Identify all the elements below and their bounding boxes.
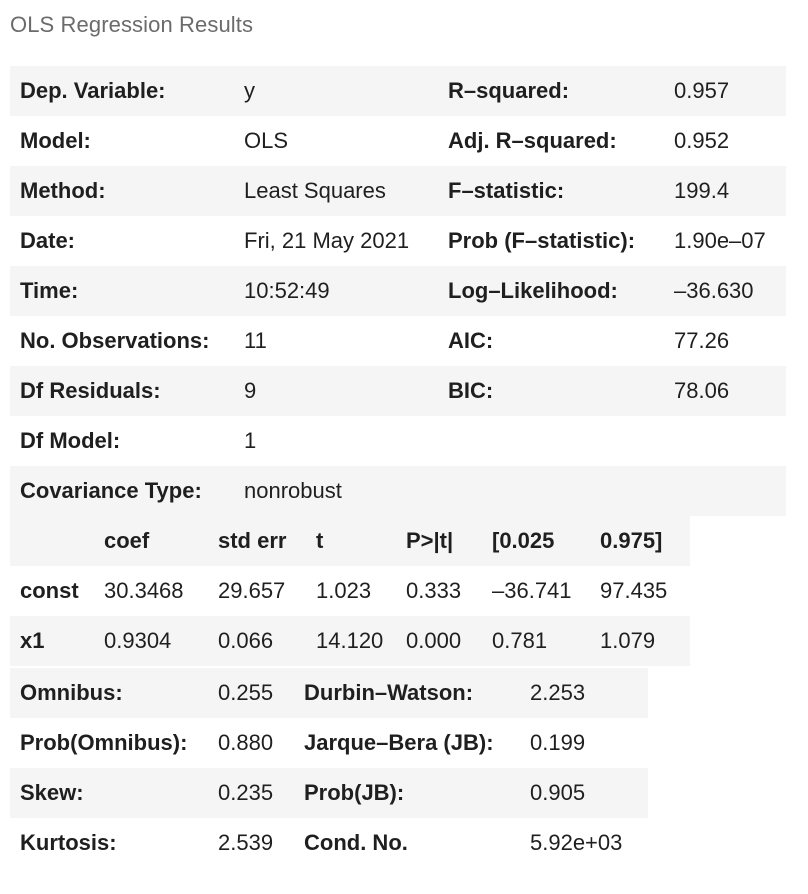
table-row [10,266,786,316]
summary-label: BIC: [438,366,664,416]
summary-value: –36.630 [664,266,786,316]
diagnostic-label: Kurtosis: [10,818,208,868]
summary-value: 78.06 [664,366,786,416]
column-header: coef [94,516,208,566]
summary-label: Covariance Type: [10,466,234,516]
table-cell: 14.120 [306,616,396,666]
diagnostic-value: 2.253 [520,668,648,718]
diagnostic-value: 2.539 [208,818,294,868]
summary-value: nonrobust [234,466,438,516]
column-header: std err [208,516,306,566]
table-row [10,668,648,718]
summary-label: R–squared: [438,66,664,116]
table-cell: –36.741 [482,566,590,616]
summary-value: 1.90e–07 [664,216,786,266]
table-row [10,166,786,216]
table-row [10,818,648,868]
summary-label [438,416,664,466]
diagnostics-table [10,668,648,868]
diagnostic-value: 5.92e+03 [520,818,648,868]
table-row [10,416,786,466]
summary-value: 77.26 [664,316,786,366]
diagnostic-value: 0.880 [208,718,294,768]
summary-value: 10:52:49 [234,266,438,316]
diagnostic-label: Prob(JB): [294,768,520,818]
column-header [10,516,94,566]
table-cell: 1.023 [306,566,396,616]
table-row [10,718,648,768]
summary-label [438,466,664,516]
table-row [10,366,786,416]
summary-value: 9 [234,366,438,416]
diagnostic-label: Durbin–Watson: [294,668,520,718]
table-row [10,66,786,116]
table-header-row [10,516,690,566]
summary-label: Log–Likelihood: [438,266,664,316]
diagnostic-value: 0.255 [208,668,294,718]
diagnostic-value: 0.905 [520,768,648,818]
column-header: P>|t| [396,516,482,566]
table-cell: 1.079 [590,616,690,666]
summary-value: Least Squares [234,166,438,216]
summary-value: 0.957 [664,66,786,116]
diagnostic-label: Prob(Omnibus): [10,718,208,768]
table-cell: 0.781 [482,616,590,666]
summary-label: Model: [10,116,234,166]
summary-label: No. Observations: [10,316,234,366]
summary-value: y [234,66,438,116]
coefficients-table [10,516,690,666]
table-row [10,216,786,266]
summary-label: Df Residuals: [10,366,234,416]
summary-value: 199.4 [664,166,786,216]
table-row [10,616,690,666]
summary-value [664,416,786,466]
summary-label: Prob (F–statistic): [438,216,664,266]
table-cell: 0.000 [396,616,482,666]
summary-label: Date: [10,216,234,266]
summary-label: Method: [10,166,234,216]
diagnostic-label: Omnibus: [10,668,208,718]
summary-label: Dep. Variable: [10,66,234,116]
column-header: [0.025 [482,516,590,566]
diagnostic-label: Jarque–Bera (JB): [294,718,520,768]
table-cell: 97.435 [590,566,690,616]
table-cell: 0.333 [396,566,482,616]
table-cell: 29.657 [208,566,306,616]
diagnostic-label: Skew: [10,768,208,818]
table-row [10,316,786,366]
diagnostic-value: 0.235 [208,768,294,818]
diagnostic-label: Cond. No. [294,818,520,868]
table-cell: 0.066 [208,616,306,666]
summary-value: 1 [234,416,438,466]
summary-value [664,466,786,516]
summary-label: Adj. R–squared: [438,116,664,166]
diagnostic-value: 0.199 [520,718,648,768]
summary-label: Time: [10,266,234,316]
row-label: const [10,566,94,616]
table-cell: 0.9304 [94,616,208,666]
column-header: 0.975] [590,516,690,566]
summary-label: AIC: [438,316,664,366]
summary-label: F–statistic: [438,166,664,216]
table-caption: OLS Regression Results [10,12,254,37]
model-summary-table [10,66,786,516]
summary-label: Df Model: [10,416,234,466]
row-label: x1 [10,616,94,666]
summary-value: 0.952 [664,116,786,166]
column-header: t [306,516,396,566]
table-row [10,768,648,818]
summary-value: Fri, 21 May 2021 [234,216,438,266]
summary-value: 11 [234,316,438,366]
table-row [10,116,786,166]
table-row [10,566,690,616]
table-cell: 30.3468 [94,566,208,616]
summary-value: OLS [234,116,438,166]
table-row [10,466,786,516]
